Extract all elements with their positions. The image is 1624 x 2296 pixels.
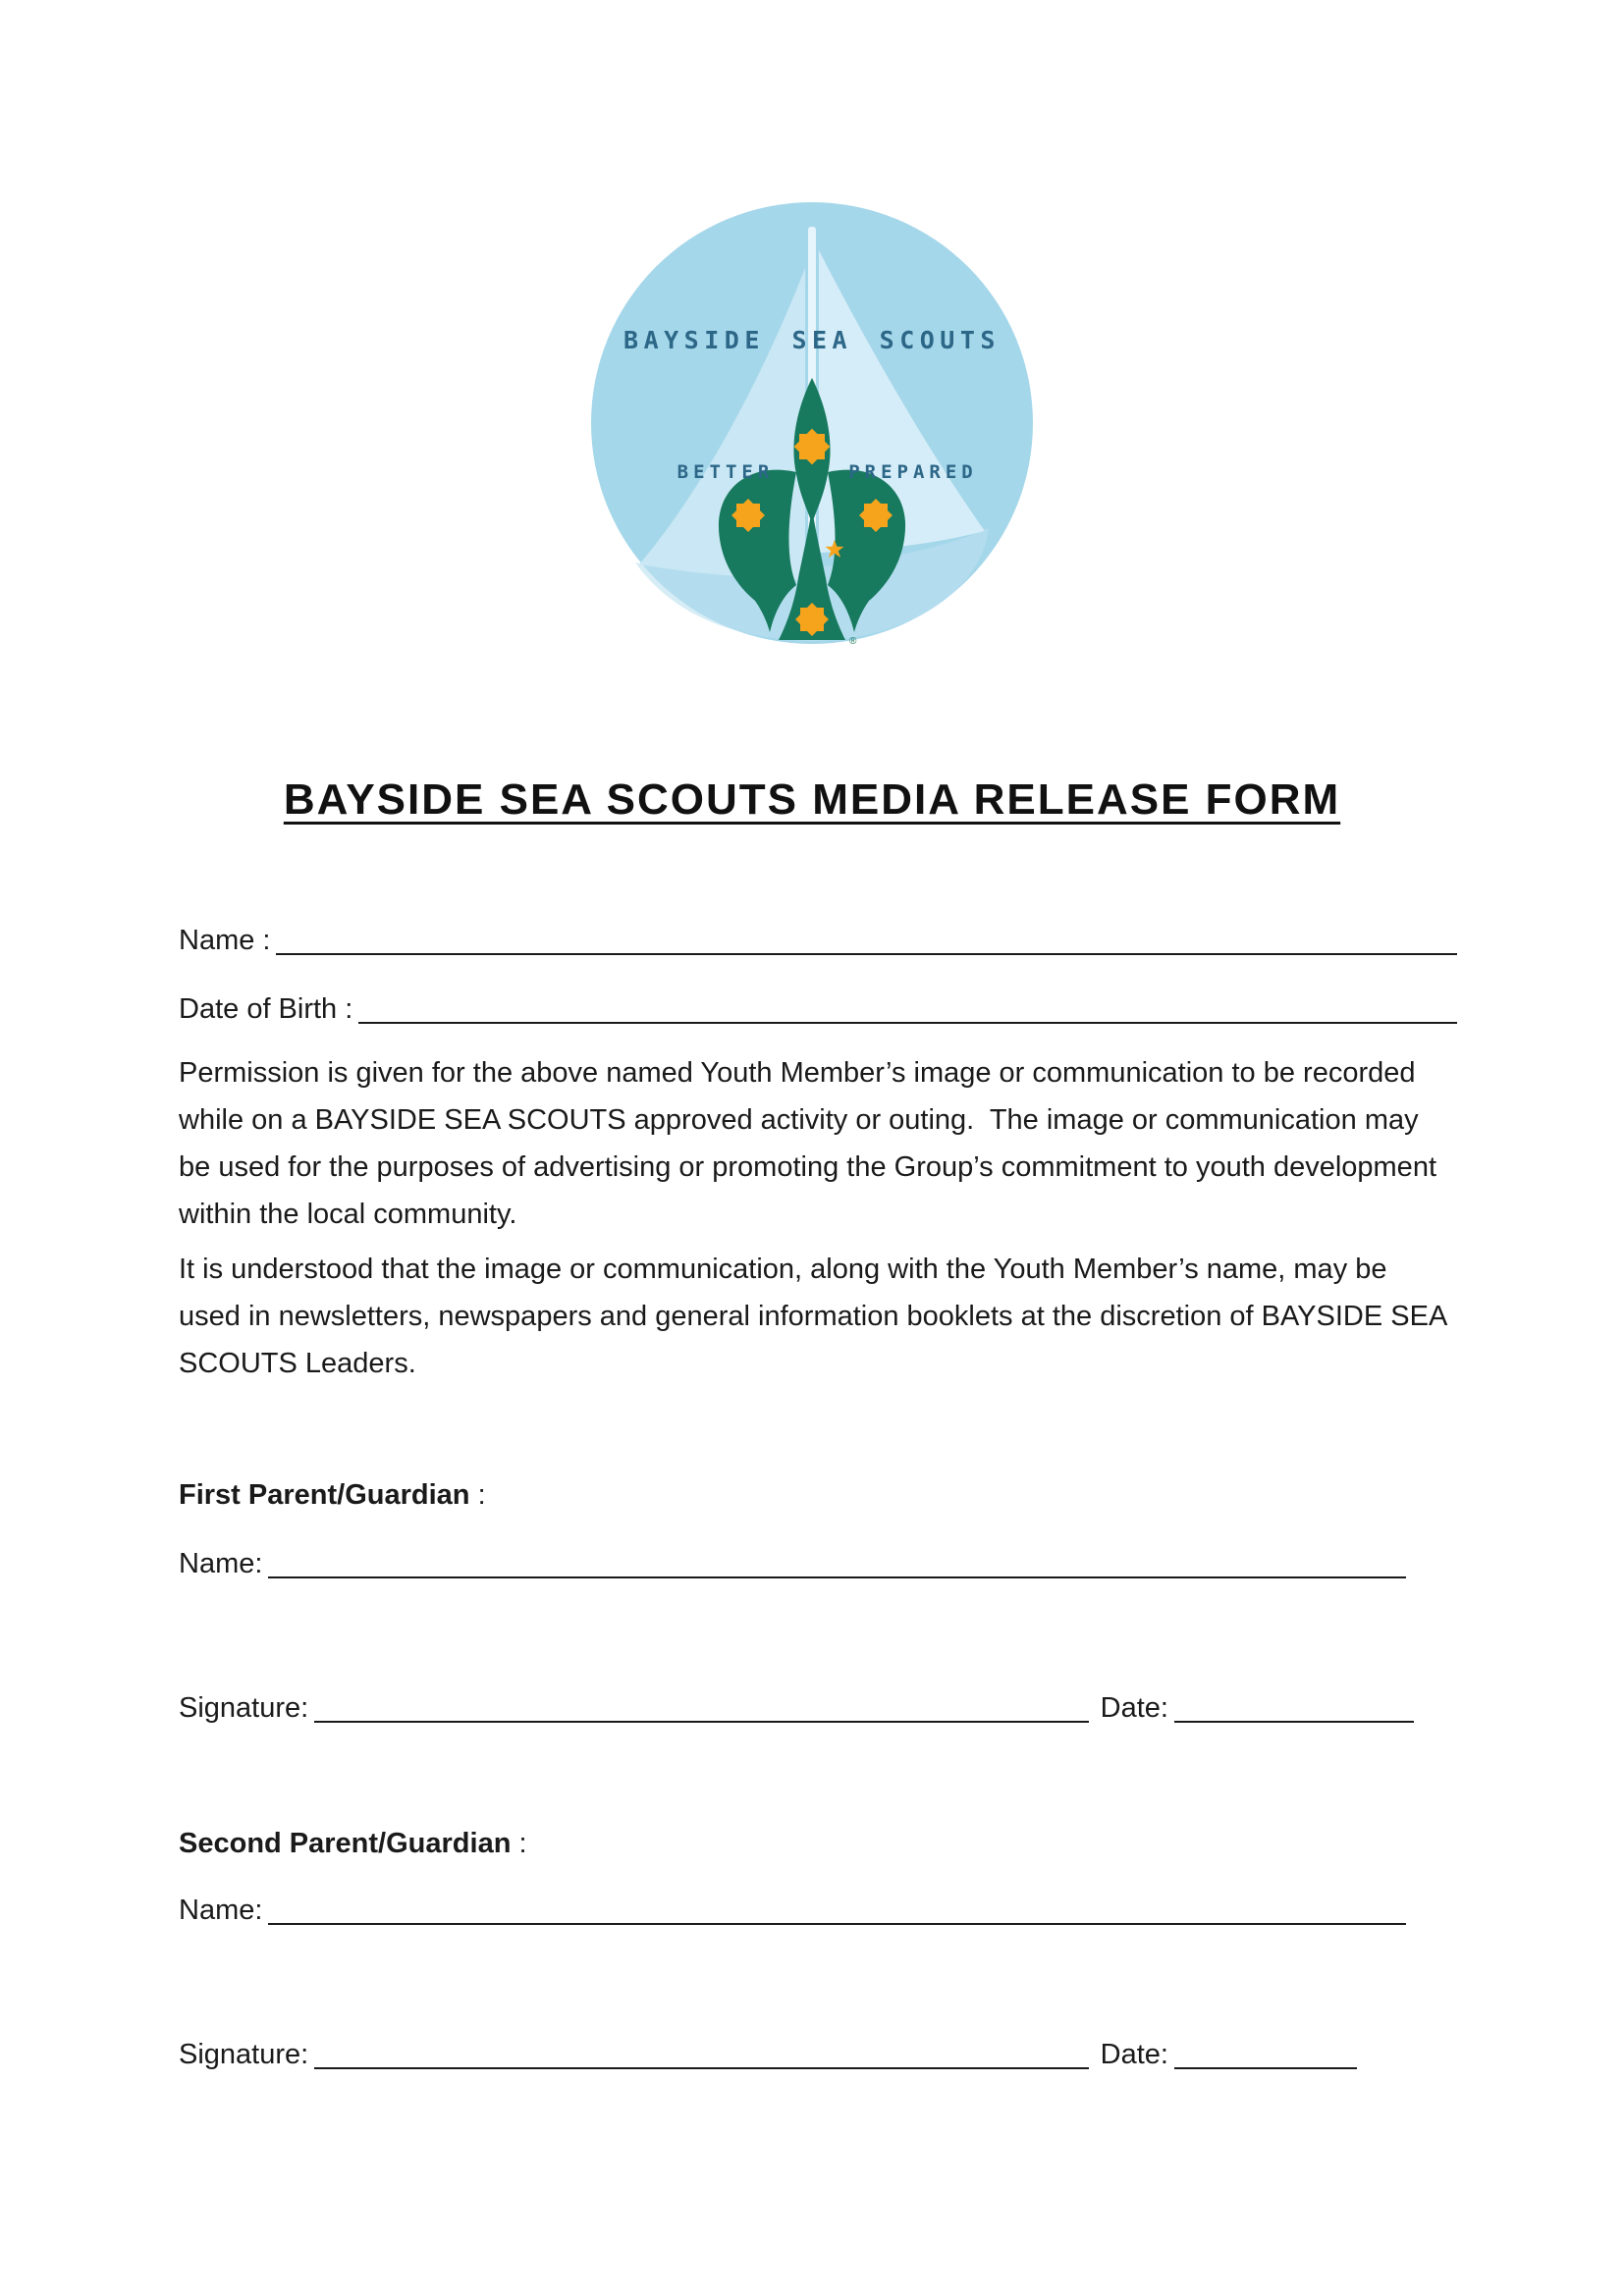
second-parent-name-label: Name: — [179, 1895, 263, 1926]
dob-label: Date of Birth : — [179, 993, 353, 1025]
first-parent-date-blank-line — [1174, 1688, 1414, 1723]
first-parent-name-blank-line — [268, 1544, 1406, 1578]
second-parent-date-label: Date: — [1100, 2039, 1168, 2070]
first-parent-signature-row — [179, 1688, 1414, 1728]
second-parent-signature-row — [179, 2035, 1357, 2074]
star-icon-left — [731, 499, 765, 532]
first-parent-heading-text: First Parent/Guardian — [179, 1479, 470, 1511]
second-parent-heading — [179, 1824, 1457, 1863]
first-parent-signature-blank-line — [314, 1688, 1088, 1723]
star-icon-center — [794, 429, 831, 465]
first-parent-heading-colon: : — [469, 1479, 486, 1511]
usage-paragraph: It is understood that the image or communication, along with the Youth Member’s name, may be used in newsletters, newspapers and general information booklets at the discretion of BAYSIDE SEA SCOUTS Leaders. — [179, 1254, 1454, 1379]
registered-mark: ® — [849, 636, 857, 647]
second-parent-heading-text: Second Parent/Guardian — [179, 1828, 512, 1859]
youth-name-label: Name : — [179, 925, 271, 956]
logo-org-name-text: BAYSIDE SEA SCOUTS — [623, 326, 1001, 354]
youth-name-blank-line — [276, 921, 1457, 955]
second-parent-date-blank-line — [1174, 2035, 1357, 2069]
dob-field-row — [179, 989, 1457, 1029]
sea-scouts-logo-graphic — [588, 199, 1036, 647]
first-parent-date-label: Date: — [1100, 1692, 1168, 1724]
star-icon-bottom — [795, 603, 829, 636]
first-parent-heading — [179, 1475, 1457, 1515]
second-parent-name-row — [179, 1891, 1406, 1930]
second-parent-signature-label: Signature: — [179, 2039, 309, 2070]
star-icon-right — [859, 499, 893, 532]
first-parent-signature-label: Signature: — [179, 1692, 309, 1724]
logo-motto-right-text: PREPARED — [848, 461, 978, 483]
youth-name-field-row — [179, 921, 1457, 960]
page-title: BAYSIDE SEA SCOUTS MEDIA RELEASE FORM — [283, 775, 1341, 824]
second-parent-heading-colon: : — [511, 1828, 527, 1859]
form-content — [179, 921, 1457, 2074]
first-parent-name-label: Name: — [179, 1548, 263, 1579]
dob-blank-line — [358, 989, 1457, 1024]
first-parent-name-row — [179, 1544, 1406, 1583]
second-parent-signature-blank-line — [314, 2035, 1088, 2069]
logo-motto-left-text: BETTER — [677, 461, 775, 483]
sea-scouts-logo — [588, 199, 1036, 647]
second-parent-name-blank-line — [268, 1891, 1406, 1925]
permission-paragraph: Permission is given for the above named Youth Member’s image or communication to be recorded while on a BAYSIDE SEA SCOUTS approved activity or outing. The image or communication may be used for the purposes of advertising or promoting the Group’s commitment to youth development within the local community. — [179, 1057, 1445, 1230]
